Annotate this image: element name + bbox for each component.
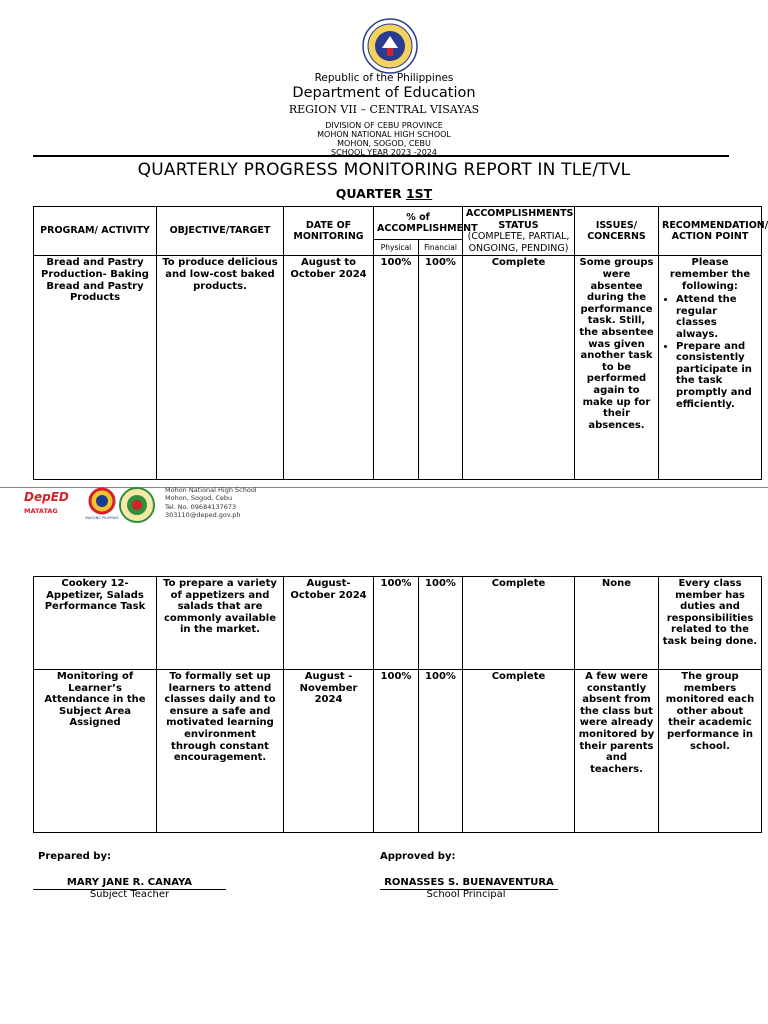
quarter-value: 1ST bbox=[405, 186, 433, 201]
header-physical: Physical bbox=[374, 240, 419, 256]
cell-objective: To prepare a variety of appetizers and salads that are commonly available in the market. bbox=[157, 577, 284, 670]
cell-date: August- October 2024 bbox=[284, 577, 374, 670]
address-heading: MOHON, SOGOD, CEBU bbox=[337, 139, 431, 148]
cell-date: August to October 2024 bbox=[284, 256, 374, 480]
header-divider bbox=[33, 155, 729, 157]
table-row bbox=[34, 577, 762, 670]
footer-tel: Tel. No. 09684137673 bbox=[165, 503, 237, 511]
approved-by-name: RONASSES S. BUENAVENTURA bbox=[384, 877, 554, 888]
republic-heading: Republic of the Philippines bbox=[314, 72, 454, 84]
cell-physical: 100% bbox=[374, 577, 419, 670]
recommendation-list bbox=[662, 294, 758, 410]
header-recommendation: RECOMMENDATION/ ACTION POINT bbox=[659, 207, 762, 256]
header-financial: Financial bbox=[419, 240, 463, 256]
division-heading: DIVISION OF CEBU PROVINCE bbox=[325, 121, 443, 130]
list-item: • Prepare and consistently participate in the task promptly and efficiently. bbox=[676, 341, 758, 411]
cell-recommendation: Every class member has duties and responsibilities related to the task being done. bbox=[659, 577, 762, 670]
monitoring-table-page-2 bbox=[33, 576, 762, 833]
header-program: PROGRAM/ ACTIVITY bbox=[34, 207, 157, 256]
school-seal-logo bbox=[119, 487, 155, 523]
header-status bbox=[463, 207, 575, 256]
footer-logos bbox=[22, 487, 182, 523]
cell-issues: A few were constantly absent from the class but were already monitored by their parents and teachers. bbox=[575, 670, 659, 833]
quarter-label: QUARTER bbox=[335, 186, 406, 201]
cell-status: Complete bbox=[463, 577, 575, 670]
cell-program: Monitoring of Learner’s Attendance in the Subject Area Assigned bbox=[34, 670, 157, 833]
cell-financial: 100% bbox=[419, 670, 463, 833]
header-status-sub: (COMPLETE, PARTIAL, ONGOING, PENDING) bbox=[467, 231, 570, 254]
report-title: QUARTERLY PROGRESS MONITORING REPORT IN TLE/TVL bbox=[137, 160, 631, 180]
header-objective: OBJECTIVE/TARGET bbox=[157, 207, 284, 256]
deped-seal-logo bbox=[362, 18, 418, 74]
header-percent: % of ACCOMPLISHMENT bbox=[374, 207, 463, 240]
cell-financial: 100% bbox=[419, 256, 463, 480]
table-row bbox=[34, 670, 762, 833]
approved-by-label: Approved by: bbox=[380, 851, 456, 862]
region-heading: REGION VII – CENTRAL VISAYAS bbox=[288, 103, 480, 116]
svg-text:BAGONG PILIPINAS: BAGONG PILIPINAS bbox=[85, 516, 119, 520]
cell-date: August - November 2024 bbox=[284, 670, 374, 833]
recommendation-intro: Please remember the following: bbox=[669, 257, 751, 292]
header-status-title: ACCOMPLISHMENTS STATUS bbox=[466, 208, 574, 231]
header-date: DATE OF MONITORING bbox=[284, 207, 374, 256]
cell-recommendation: The group members monitored each other about their academic performance in school. bbox=[659, 670, 762, 833]
header-issues: ISSUES/ CONCERNS bbox=[575, 207, 659, 256]
cell-issues: Some groups were absentee during the performance task. Still, the absentee was given another task to be performed again to make up for their absences. bbox=[575, 256, 659, 480]
quarter-heading bbox=[0, 186, 768, 201]
footer-address: Mohon, Sogod, Cebu bbox=[165, 494, 233, 502]
cell-objective: To produce delicious and low-cost baked products. bbox=[157, 256, 284, 480]
cell-physical: 100% bbox=[374, 256, 419, 480]
approved-by-role: School Principal bbox=[426, 889, 506, 900]
cell-financial: 100% bbox=[419, 577, 463, 670]
table-row bbox=[34, 256, 762, 480]
footer-email: 303110@deped.gov.ph bbox=[165, 511, 241, 519]
cell-recommendation bbox=[659, 256, 762, 480]
school-year-heading: SCHOOL YEAR 2023 -2024 bbox=[331, 148, 437, 156]
cell-program: Cookery 12- Appetizer, Salads Performance Task bbox=[34, 577, 157, 670]
prepared-by-label: Prepared by: bbox=[38, 851, 111, 862]
cell-status: Complete bbox=[463, 256, 575, 480]
prepared-by-role: Subject Teacher bbox=[89, 889, 170, 900]
school-heading: MOHON NATIONAL HIGH SCHOOL bbox=[317, 130, 451, 139]
cell-issues: None bbox=[575, 577, 659, 670]
department-heading: Department of Education bbox=[292, 85, 476, 101]
monitoring-table-page-1 bbox=[33, 206, 768, 480]
cell-objective: To formally set up learners to attend classes daily and to ensure a safe and motivated learning environment through constant encouragement. bbox=[157, 670, 284, 833]
list-item: • Attend the regular classes always. bbox=[676, 294, 758, 340]
cell-program: Bread and Pastry Production- Baking Bread and Pastry Products bbox=[34, 256, 157, 480]
cell-physical: 100% bbox=[374, 670, 419, 833]
matatag-logo: MATATAG bbox=[24, 507, 58, 515]
deped-logo: DepED bbox=[24, 490, 69, 504]
cell-status: Complete bbox=[463, 670, 575, 833]
footer-school: Mohon National High School bbox=[165, 486, 257, 494]
prepared-by-name: MARY JANE R. CANAYA bbox=[66, 877, 193, 888]
